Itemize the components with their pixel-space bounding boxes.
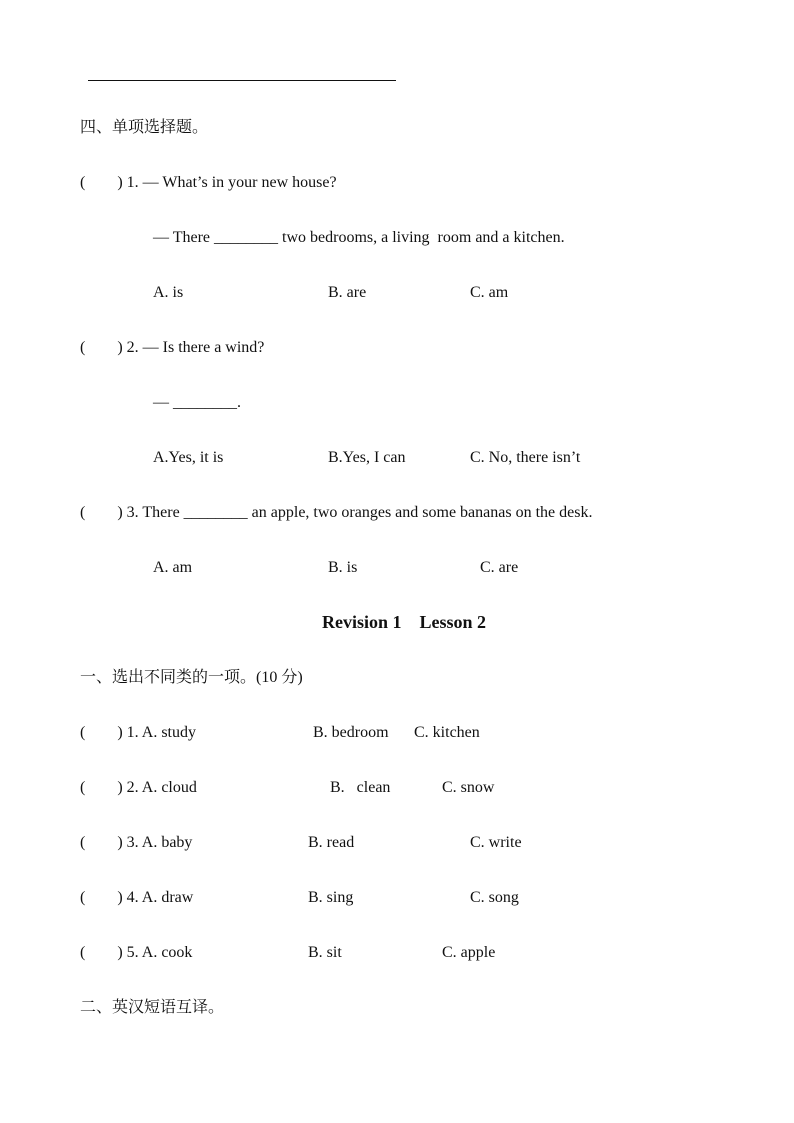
q1-option-a: A. is [153,284,184,301]
odd-one-q2-c: C. snow [442,779,495,796]
section-4-heading: 四、单项选择题。 [80,119,209,136]
lesson-title: Revision 1 Lesson 2 [322,612,487,632]
odd-one-q3: ( ) 3. A. baby [80,834,193,851]
section-2-heading: 二、英汉短语互译。 [80,999,225,1016]
odd-one-q4: ( ) 4. A. draw [80,889,194,906]
q1-option-c: C. am [470,284,509,301]
odd-one-q3-c: C. write [470,834,522,851]
odd-one-q3-b: B. read [308,834,355,851]
q2-line1: ( ) 2. — Is there a wind? [80,339,265,356]
answer-underline [88,80,396,81]
odd-one-q4-b: B. sing [308,889,354,906]
q3-line1: ( ) 3. There ________ an apple, two oranges and some bananas on the desk. [80,504,593,521]
q3-option-a: A. am [153,559,193,576]
odd-one-q5: ( ) 5. A. cook [80,944,193,961]
odd-one-q5-c: C. apple [442,944,496,961]
odd-one-q1-c: C. kitchen [414,724,480,741]
odd-one-q1-b: B. bedroom [313,724,389,741]
q3-option-c: C. are [480,559,519,576]
odd-one-q2: ( ) 2. A. cloud [80,779,197,796]
q1-line1: ( ) 1. — What’s in your new house? [80,174,337,191]
odd-one-q2-b: B. clean [330,779,391,796]
q3-option-b: B. is [328,559,358,576]
q2-option-a: A.Yes, it is [153,449,224,466]
q2-option-b: B.Yes, I can [328,449,406,466]
q2-option-c: C. No, there isn’t [470,449,581,466]
odd-one-q1: ( ) 1. A. study [80,724,196,741]
odd-one-q5-b: B. sit [308,944,342,961]
odd-one-q4-c: C. song [470,889,519,906]
section-1-heading: 一、选出不同类的一项。(10 分) [80,669,303,686]
q2-line2: — ________. [153,394,241,411]
q1-option-b: B. are [328,284,367,301]
q1-line2: — There ________ two bedrooms, a living room and a kitchen. [153,229,565,246]
